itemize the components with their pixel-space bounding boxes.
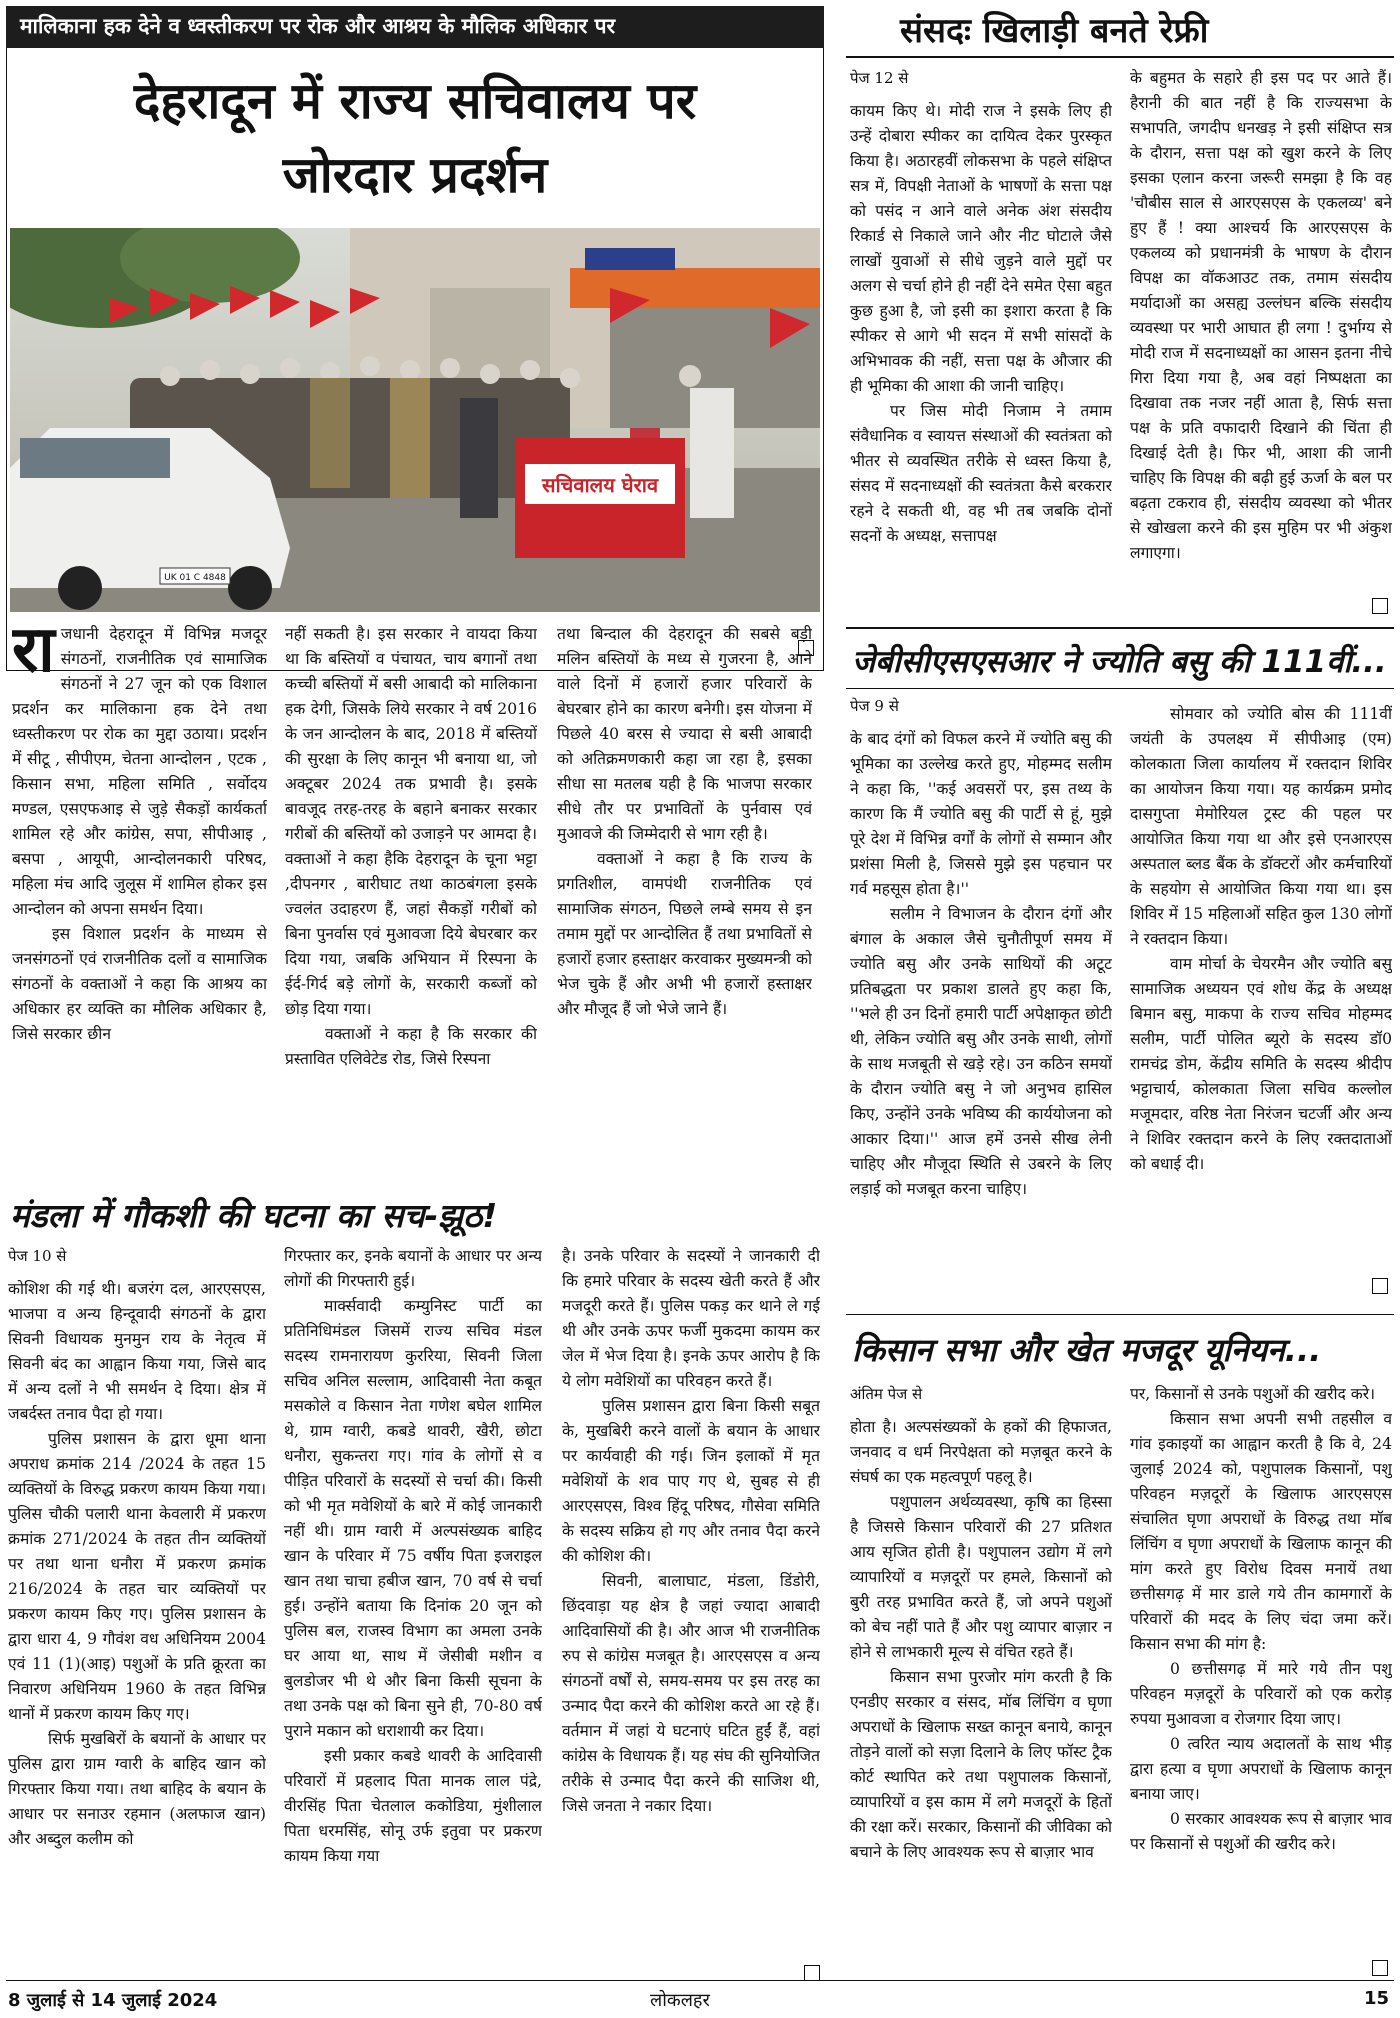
mandla-col2-para3: इसी प्रकार कबडे थावरी के आदिवासी परिवारों में प्रहलाद पिता मानक लाल पंद्रे, वीरसिंह पिता चेतलाल ककोडिया, मुंशीलाल पिता धरमसिंह, सोनू उर्फ इतुवा पर प्रकरण कायम किया गया <box>284 1747 542 1865</box>
kisan-col2-para1: पर, किसानों से उनके पशुओं की खरीद करे। <box>1130 1385 1376 1403</box>
sansad-end-square <box>1372 598 1388 614</box>
mandla-col3-para1: है। उनके परिवार के सदस्यों ने जानकारी दी कि हमारे परिवार के सदस्य खेती करते हैं और मजदूरी करते हैं। पुलिस पकड़ कर थाने ले गई थी और उनके ऊपर फर्जी मुकदमा कायम कर जेल में भेज दिया है। इनके ऊपर आरोप है कि ये लोग मवेशियों का परिवहन करते हैं। <box>562 1247 820 1390</box>
sansad-jump-line: पेज 12 से <box>850 69 909 87</box>
jyoti-col1-para1: के बाद दंगों को विफल करने में ज्योति बसु की भूमिका का उल्लेख करते हुए, मोहम्मद सलीम ने कहा कि, ''कई अवसरों पर, इस तथ्य के कारण कि मैं ज्योति बसु की पार्टी से हूं, मुझे पूरे देश में विभिन्न वर्गों के लोगों से सम्मान और प्रशंसा मिली है, जिससे मुझे इस पहचान पर गर्व महसूस होता है।'' <box>850 730 1112 898</box>
lead-headline-line2: जोरदार प्रदर्शन <box>282 146 548 204</box>
footer-dates: 8 जुलाई से 14 जुलाई 2024 <box>8 1990 218 2011</box>
mandla-col2-para2: मार्क्सवादी कम्युनिस्ट पार्टी का प्रतिनिधिमंडल जिसमें राज्य सचिव मंडल सदस्य रामनारायण कुररिया, सिवनी जिला सचिव अनिल सल्लाम, आदिवासी नेता कबूत मसकोले व किसान नेता गणेश बघेल शामिल थे, ग्राम ग्वारी, कबडे थावरी, खैरी, छोटा धनौरा, सुकन्तरा गए। गांव के लोगों से व पीड़ित परिवारों के सदस्यों से चर्चा की। किसी को भी मृत मवेशियों के बारे में कोई जानकारी नहीं थी। ग्राम ग्वारी में अल्पसंख्यक बाहिद खान के परिवार में 75 वर्षीय पिता इजराइल खान तथा चाचा हबीज खान, 70 वर्ष से चर्चा हुई। उन्होंने बताया कि दिनांक 20 जून को पुलिस बल, राजस्व विभाग का अमला उनके घर आया था, साथ में जेसीबी मशीन व बुलडोजर भी थे और बिना किसी सूचना के तथा उनके पक्ष को बिना सुने ही, 70-80 वर्ष पुराने मकान को धराशायी कर दिया। <box>284 1297 542 1740</box>
kisan-headline: किसान सभा और खेत मजदूर यूनियन... <box>852 1331 1322 1369</box>
lead-col2-para1: नहीं सकती है। इस सरकार ने वायदा किया था कि बस्तियों व पंचायत, चाय बगानों तथा कच्ची बस्तियों में बसी आबादी को मालिकाना हक देगी, जिसके लिये सरकार ने वर्ष 2016 के जन आन्दोलन के बाद, 2018 में बस्तियों की सुरक्षा के लिए कानून भी बनाया था, जो अक्टूबर 2024 तक प्रभावी है। इसके बावजूद तरह-तरह के बहाने बनाकर सरकार गरीबों की बस्तियों को उजाड़ने पर आमदा है। वक्ताओं ने कहा हैकि देहरादून के चूना भट्टा ,दीपनगर , बारीघाट तथा काठबंगला इसके ज्वलंत उदाहरण हैं, जहां सैकड़ों गरीबों को बिना पुनर्वास एवं मुआवजा दिये बेघरबार कर दिया गया, जबकि अभियान में रिस्पना के ईर्द-गिर्द बड़े लोगों के, सरकारी कब्जों को छोड़ दिया गया। <box>285 625 537 1018</box>
kisan-demand-2: 0 त्वरित न्याय अदालतों के साथ भीड़ द्वारा हत्या व घृणा अपराधों के खिलाफ कानून बनाया जाए। <box>1130 1735 1392 1803</box>
lead-headline <box>10 64 820 212</box>
mandla-col3-para3: सिवनी, बालाघाट, मंडला, डिंडोरी, छिंदवाड़ा यह क्षेत्र है जहां ज्यादा आबादी आदिवासियों की है। और आज भी राजनीतिक रुप से कांग्रेस मजबूत है। आरएसएस व अन्य संगठनों वर्षों से, समय-समय पर इस तरह का उन्माद पैदा करने की कोशिश करते आ रहे हैं। वर्तमान में जहां ये घटनाएं घटित हुईं हैं, वहां कांग्रेस के विधायक हैं। यह संघ की सुनियोजित तरीके से उन्माद पैदा करने की साजिश थी, जिसे जनता ने नकार दिया। <box>562 1572 820 1815</box>
sansad-column-2 <box>1130 66 1392 626</box>
jyoti-col2-para2: वाम मोर्चा के चेयरमैन और ज्योति बसु सामाजिक अध्ययन एवं शोध केंद्र के अध्यक्ष बिमान बसु, माकपा के राज्य सचिव मोहम्मद सलीम, पार्टी पोलित ब्यूरो के सदस्य डॉ0 रामचंद्र डोम, केंद्रीय समिति के सदस्य श्रीदीप भट्टाचार्य, कोलकाता जिला सचिव कल्लोल मजूमदार, वरिष्ठ नेता निरंजन चटर्जी और अन्य ने शिविर रक्तदान करने के लिए रक्तदाताओं को बधाई दी। <box>1130 955 1392 1173</box>
jyoti-bottom-rule <box>846 1314 1394 1315</box>
lead-end-square <box>798 640 814 656</box>
kisan-column-2 <box>1130 1382 1392 1967</box>
kisan-col1-para1: होता है। अल्पसंख्यकों के हकों की हिफाजत, जनवाद व धर्म निरपेक्षता को मज़बूत करने के संघर्ष का एक महत्वपूर्ण पहलू है। <box>850 1418 1112 1486</box>
kisan-col2-para2: किसान सभा अपनी सभी तहसील व गांव इकाइयों का आह्वान करती है कि वे, 24 जुलाई 2024 को, पशुपालक किसानों, पशु परिवहन मज़दूरों के खिलाफ आरएसएस संचालित घृणा अपराधों के विरुद्ध तथा मॉब लिंचिंग व घृणा अपराधों के खिलाफ कानून की मांग करते हुए विरोध दिवस मनायें तथा छत्तीसगढ़ में मार डाले गये तीन कामगारों के परिवारों की मदद के लिए चंदा जमा करें। किसान सभा की मांग है: <box>1130 1410 1392 1653</box>
mandla-headline: मंडला में गौकशी की घटना का सच-झूठ! <box>10 1196 498 1235</box>
lead-headline-line1: देहरादून में राज्य सचिवालय पर <box>133 72 697 130</box>
mandla-col1-para2: पुलिस प्रशासन के द्वारा धूमा थाना अपराध क्रमांक 214 /2024 के तहत 15 व्यक्तियों के विरुद्ध प्रकरण कायम किया गया। पुलिस चौकी पलारी थाना केवलारी में प्रकरण क्रमांक 271/2024 के तहत तीन व्यक्तियों पर तथा थाना धनौरा में प्रकरण क्रमांक 216/2024 के तहत चार व्यक्तियों पर प्रकरण कायम किए गए। पुलिस प्रशासन के द्वारा धारा 4, 9 गौवंश वध अधिनियम 2004 एवं 11 (1)(आइ) पशुओं के प्रति क्रूरता का निवारण अधिनियम 1960 के तहत विभिन्न थानों में प्रकरण कायम किए गए। <box>8 1430 266 1723</box>
jyoti-top-rule <box>846 688 1394 689</box>
kisan-col1-para2: पशुपालन अर्थव्यवस्था, कृषि का हिस्सा है जिससे किसान परिवारों की 27 प्रतिशत आय सृजित होती है। पशुपालन उद्योग में लगे व्यापारियों व मज़दूरों पर हमले, किसानों को बुरी तरह प्रभावित करते हैं, जो अपने पशुओं को बेच नहीं पाते हैं और पशु व्यापार बाज़ार न होने से लाभकारी मूल्य से वंचित रहते हैं। <box>850 1493 1112 1661</box>
jyoti-jump-line: पेज 9 से <box>850 697 899 715</box>
kisan-demand-3: 0 सरकार आवश्यक रूप से बाज़ार भाव पर किसानों से पशुओं की खरीद करे। <box>1130 1810 1392 1853</box>
sansad-col1-para1: कायम किए थे। मोदी राज ने इसके लिए ही उन्हें दोबारा स्पीकर का दायित्व देकर पुरस्कृत किया है। अठारहवीं लोकसभा के पहले संक्षिप्त सत्र में, विपक्षी नेताओं के भाषणों के सत्ता पक्ष को पसंद न आने वाले अनेक अंश संसदीय रिकार्ड से निकाले जाने और नीट घोटाले जैसे लाखों युवाओं से सीधे जुड़ने वाले मुद्दों पर अलग से चर्चा होने ही नहीं देने समेत ऐसा बहुत कुछ हुआ है, जो इसी का इशारा करता है कि स्पीकर से आगे भी सदन में सभी सांसदों के अभिभावक की नहीं, सत्ता पक्ष के औजार की ही भूमिका की आशा की जानी चाहिए। <box>850 102 1112 395</box>
protest-photo <box>10 228 820 612</box>
kisan-end-square <box>1372 1960 1388 1976</box>
footer-page-number: 15 <box>1364 1988 1390 2009</box>
mandla-column-1 <box>8 1244 266 1964</box>
banner-text: सचिवालय घेराव <box>541 473 659 497</box>
mandla-jump-line: पेज 10 से <box>8 1247 67 1265</box>
jyoti-col1-para2: सलीम ने विभाजन के दौरान दंगों और बंगाल के अकाल जैसे चुनौतीपूर्ण समय में ज्योति बसु और उनके साथियों की अटूट प्रतिबद्धता पर प्रकाश डालते हुए कहा कि, ''भले ही उन दिनों हमारी पार्टी अपेक्षाकृत छोटी थी, लेकिन ज्योति बसु और उनके साथी, लोगों के साथ मजबूती से खड़े रहे। उन कठिन समयों के दौरान ज्योति बसु ने जो अनुभव हासिल किए, उन्होंने उनके भविष्य की कार्ययोजना को आकार दिया।'' आज हमें उनसे सीख लेनी चाहिए और मौजूदा स्थिति से उबरने के लिए लड़ाई को मजबूत करना चाहिए। <box>850 905 1112 1198</box>
lead-col1-para2: इस विशाल प्रदर्शन के माध्यम से जनसंगठनों एवं राजनीतिक दलों व सामाजिक संगठनों के वक्ताओं ने कहा कि आश्रय का अधिकार हर व्यक्ति का मौलिक अधिकार है, जिसे सरकार छीन <box>12 925 267 1043</box>
jyoti-col2-para1: सोमवार को ज्योति बोस की 111वीं जयंती के उपलक्ष्य में सीपीआइ (एम) कोलकाता जिला कार्यालय में रक्तदान शिविर का आयोजन किया गया। यह कार्यक्रम प्रमोद दासगुप्ता मेमोरियल ट्रस्ट की पहल पर आयोजित किया गया था और इसे एनआरएस अस्पताल ब्लड बैंक के डॉक्टरों और कर्मचारियों के सहयोग से आयोजित किया गया था। इस शिविर में 15 महिलाओं सहित कुल 130 लोगों ने रक्तदान किया। <box>1130 705 1392 948</box>
car-plate-text: UK 01 C 4848 <box>164 573 226 583</box>
sansad-bottom-rule <box>846 627 1394 629</box>
lead-kicker: मालिकाना हक देने व ध्वस्तीकरण पर रोक और आश्रय के मौलिक अधिकार पर <box>6 6 824 48</box>
protest-photo-illustration <box>10 228 820 612</box>
sansad-col1-para2: पर जिस मोदी निजाम ने तमाम संवैधानिक व स्वायत्त संस्थाओं की स्वतंत्रता को भीतर से व्यवस्थित तरीके से ध्वस्त किया है, संसद में सदनाध्यक्षों की स्वतंत्रता कैसे बरकरार रहने दे सकती थी, वह भी तब जबकि दोनों सदनों के अध्यक्ष, सत्तापक्ष <box>850 402 1112 545</box>
mandla-col2-para1: गिरफ्तार कर, इनके बयानों के आधार पर अन्य लोगों की गिरफ्तारी हुई। <box>284 1247 542 1290</box>
lead-col2-para2: वक्ताओं ने कहा है कि सरकार की प्रस्तावित एलिवेटेड रोड, जिसे रिस्पना <box>285 1025 537 1068</box>
jyoti-end-square <box>1372 1278 1388 1294</box>
footer-paper-name: लोकलहर <box>650 1990 710 2011</box>
lead-col3-para1: तथा बिन्दाल की देहरादून की सबसे बड़ी मलिन बस्तियों के मध्य से गुजरना है, आने वाले दिनों में हजारों हजार परिवारों के बेघरबार होने का कारण बनेगी। इस योजना में पिछले 40 बरस से ज्यादा से बसी आबादी को अतिक्रमणकारी कहा जा रहा है, इसका सीधा सा मतलब यही है कि भाजपा सरकार सीधे तौर पर प्रभावितों के पुर्नवास एवं मुआवजे की जिम्मेदारी से भाग रही है। <box>557 625 812 843</box>
mandla-col1-para3: सिर्फ मुखबिरों के बयानों के आधार पर पुलिस द्वारा ग्राम ग्वारी के बाहिद खान को गिरफ्तार किया गया। तथा बाहिद के बयान के आधार पर सनाउर रहमान (अलफाज खान) और अब्दुल कलीम को <box>8 1730 266 1848</box>
kisan-column-1 <box>850 1382 1112 1967</box>
sansad-col2-para1: के बहुमत के सहारे ही इस पद पर आते हैं। हैरानी की बात नहीं है कि राज्यसभा के सभापति, जगदीप धनखड़ ने इसी संक्षिप्त सत्र के दौरान, सत्ता पक्ष को खुश करने के लिए इसका एलान करना जरूरी समझा है कि वह 'चौबीस साल से आरएसएस के एकलव्य' बने हुए हैं ! क्या आश्चर्य कि आरएसएस के एकलव्य को प्रधानमंत्री के भाषण के दौरान विपक्ष का वॉकआउट तक, तमाम संसदीय मर्यादाओं का असह्य उल्लंघन बल्कि संसदीय व्यवस्था पर भारी आघात ही लगा ! दुर्भाग्य से मोदी राज में सदनाध्यक्षों का आसन इतना नीचे गिरा दिया गया है, अब वहां निष्पक्षता का दिखावा तक नजर नहीं आता है, सिर्फ सत्ता पक्ष के प्रति वफादारी दिखाने की चिंता ही दिखाई देती है। फिर भी, आशा की जानी चाहिए कि विपक्ष की बढ़ी हुई ऊर्जा के बल पर बढ़ता टकराव ही, संसदीय व्यवस्था को भीतर से खोखला करने की इस मुहिम पर भी अंकुश लगाएगा। <box>1130 69 1392 562</box>
kisan-demand-1: 0 छत्तीसगढ़ में मारे गये तीन पशु परिवहन मज़दूरों के परिवारों को एक करोड़ रुपया मुआवजा व रोजगार दिया जाए। <box>1130 1660 1392 1728</box>
mandla-end-square <box>804 1965 820 1981</box>
mandla-column-3 <box>562 1244 820 1964</box>
mandla-column-2 <box>284 1244 542 1964</box>
sansad-headline: संसदः खिलाड़ी बनते रेफ्री <box>900 11 1209 51</box>
jyoti-column-1 <box>850 694 1112 1309</box>
lead-col3-para2: वक्ताओं ने कहा है कि राज्य के प्रगतिशील, वामपंथी राजनीतिक एवं सामाजिक संगठन, पिछले लम्बे समय से इन तमाम मुद्दों पर आन्दोलित हैं तथा प्रभावितों से हजारों हजार हस्ताक्षर करवाकर मुख्यमन्त्री को भेज चुके हैं और अभी भी हजारों हस्ताक्षर और मौजूद हैं जो भेजे जाने हैं। <box>557 850 812 1018</box>
footer-rule <box>6 1980 1394 1981</box>
kisan-col1-para3: किसान सभा पुरजोर मांग करती है कि एनडीए सरकार व संसद, मॉब लिंचिंग व घृणा अपराधों के खिलाफ सख्त कानून बनाये, कानून तोड़ने वालों को सज़ा दिलाने के लिए फॉस्ट ट्रैक कोर्ट स्थापित करे तथा पशुपालक किसानों, व्यापारियों व इस काम में लगे मजदूरों के हितों की रक्षा करें। सरकार, किसानों की जीविका को बचाने के लिए आवश्यक रूप से बाज़ार भाव <box>850 1668 1112 1861</box>
mandla-col1-para1: कोशिश की गई थी। बजरंग दल, आरएसएस, भाजपा व अन्य हिन्दूवादी संगठनों के द्वारा सिवनी विधायक मुनमुन राय के नेतृत्व में सिवनी बंद का आह्वान किया गया, जिसे बाद में अन्य दलों ने भी समर्थन दे दिया। क्षेत्र में जबर्दस्त तनाव पैदा हो गया। <box>8 1280 266 1423</box>
sansad-column-1 <box>850 66 1112 626</box>
sansad-top-rule <box>846 56 1394 58</box>
mandla-col3-para2: पुलिस प्रशासन द्वारा बिना किसी सबूत के, मुखबिरी करने वालों के बयान के आधार पर कार्यवाही की गई। जिन इलाकों में मृत मवेशियों के शव पाए गए थे, सुबह से ही आरएसएस, विश्व हिंदू परिषद, गौसेवा समिति के सदस्य सक्रिय हो गए और तनाव पैदा करने की कोशिश की। <box>562 1397 820 1565</box>
jyoti-column-2 <box>1130 702 1392 1307</box>
lead-col1-para1: जधानी देहरादून में विभिन्न मजदूर संगठनों, राजनीतिक एवं सामाजिक संगठनों ने 27 जून को एक विशाल प्रदर्शन कर मालिकाना हक देने तथा ध्वस्तीकरण पर रोक का मुद्दा उठाया। प्रदर्शन में सीटू , सीपीएम, चेतना आन्दोलन , एटक , किसान सभा, महिला समिति , सर्वोदय मण्डल, एसएफआइ से जुड़े सैकड़ों कार्यकर्ता शामिल रहे और कांग्रेस, सपा, सीपीआइ , बसपा , आयूपी, आन्दोलनकारी परिषद, महिला मंच आदि जुलूस में शामिल होकर इस आन्दोलन को अपना समर्थन दिया। <box>12 625 267 918</box>
jyoti-headline: जेबीसीएसएसआर ने ज्योति बसु की 111वीं... <box>852 644 1387 680</box>
kisan-jump-line: अंतिम पेज से <box>850 1385 923 1403</box>
lead-dropcap: रा <box>12 622 55 687</box>
